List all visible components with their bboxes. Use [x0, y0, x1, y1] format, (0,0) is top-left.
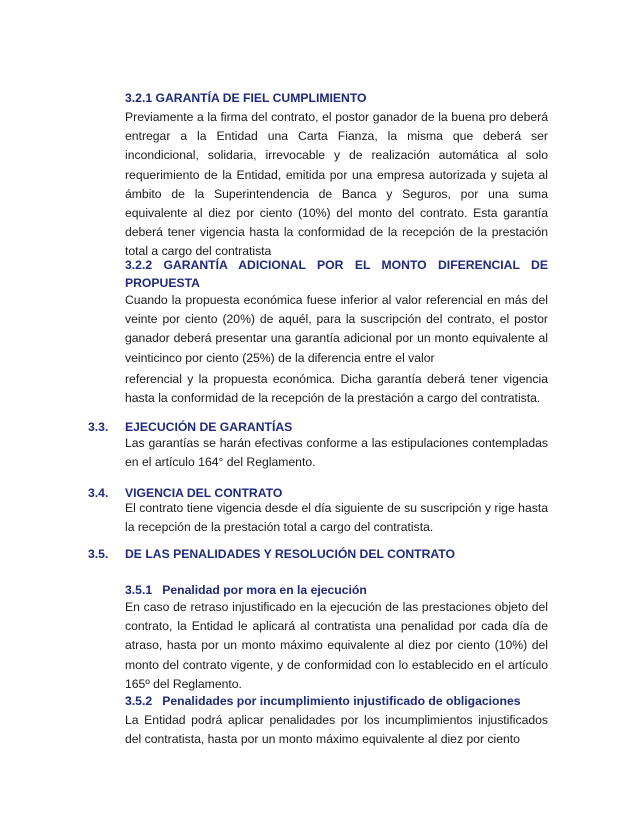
- section-3-4-title: VIGENCIA DEL CONTRATO: [125, 486, 283, 500]
- section-3-5-1-title: 3.5.1 Penalidad por mora en la ejecución: [125, 583, 367, 597]
- section-3-4-body: El contrato tiene vigencia desde el día siguiente de su suscripción y rige hasta la recepción de la prestación total a cargo del contratista.: [125, 501, 548, 535]
- section-3-5-title: DE LAS PENALIDADES Y RESOLUCIÓN DEL CONTRATO: [125, 547, 456, 561]
- section-3-5-number: 3.5.: [88, 547, 109, 561]
- section-3-2-2-title: 3.2.2 GARANTÍA ADICIONAL POR EL MONTO DIFERENCIAL DE PROPUESTA: [125, 258, 548, 290]
- section-3-5-2-title: 3.5.2 Penalidades por incumplimiento injustificado de obligaciones: [125, 694, 521, 708]
- section-3-3-number: 3.3.: [88, 420, 109, 434]
- section-3-2-2-body-1: Cuando la propuesta económica fuese inferior al valor referencial en más del veinte por ciento (20%) de aquél, para la suscripción del contrato, el postor ganador deberá presentar una garantía adicional por un monto equivalente al veinticinco por ciento (25%) de la diferencia entre el valor: [125, 293, 548, 365]
- section-3-3-body: Las garantías se harán efectivas conforme a las estipulaciones contempladas en el artículo 164° del Reglamento.: [125, 436, 548, 470]
- section-3-4-number: 3.4.: [88, 486, 109, 500]
- section-3-2-2-body-2: referencial y la propuesta económica. Dicha garantía deberá tener vigencia hasta la conformidad de la recepción de la prestación a cargo del contratista.: [125, 372, 548, 406]
- section-3-3-title: EJECUCIÓN DE GARANTÍAS: [125, 420, 293, 434]
- section-3-2-1-body: Previamente a la firma del contrato, el postor ganador de la buena pro deberá entregar a la Entidad una Carta Fianza, la misma que deberá ser incondicional, solidaria, irrevocable y de realización automática al solo requerimiento de la Entidad, emitida por una empresa autorizada y sujeta al ámbito de la Superintendencia de Banca y Seguros, por una suma equivalente al diez por ciento (10%) del monto del contrato. Esta garantía deberá tener vigencia hasta la conformidad de la recepción de la prestación total a cargo del contratista: [125, 110, 548, 259]
- section-3-5-2-body: La Entidad podrá aplicar penalidades por los incumplimientos injustificados del contratista, hasta por un monto máximo equivalente al diez por ciento: [125, 713, 548, 747]
- section-3-5-1-body: En caso de retraso injustificado en la ejecución de las prestaciones objeto del contrato, la Entidad le aplicará al contratista una penalidad por cada día de atraso, hasta por un monto máximo equivalente al diez por ciento (10%) del monto del contrato vigente, y de conformidad con lo establecido en el artículo 165º del Reglamento.: [125, 600, 548, 691]
- section-3-2-1-title: 3.2.1 GARANTÍA DE FIEL CUMPLIMIENTO: [125, 91, 367, 105]
